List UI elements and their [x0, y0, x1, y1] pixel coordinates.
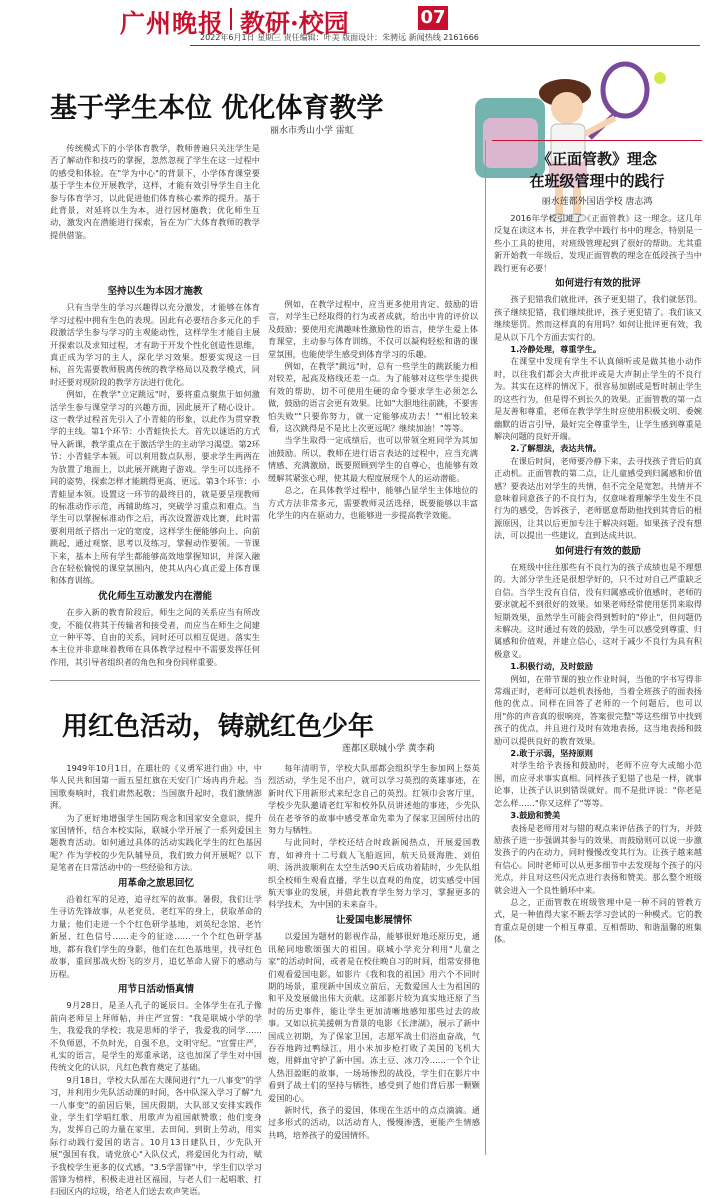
article3-point: 2.了解想法，表达共情。: [510, 443, 602, 454]
article3-subheading-2: 如何进行有效的鼓励: [555, 545, 641, 557]
article3-paragraph: 例如，在带节课的独立作业时间，当他的字书写得非常端正时，老师可以趁机表扬他，当着全班孩子的面表扬他的优点。同样在回答了老师的一个问题后，也可以用"你的声音真的很响亮，答案很完整"等这些细节中找到孩子的优点，并且进行及时有效地表扬，这当地表扬和鼓励可以提供良好的教育效果。: [494, 673, 702, 746]
article1-column1: [50, 282, 260, 760]
article2-paragraph: 以爱国为题材的影视作品，能够很好地还原历史，通讯秘同地歌颂强大的祖国。联城小学充分利用"儿童之家"的活动时间，或者是在校住晚自习的时间，组常安排他们观看爱国电影。如影片《我和我的祖国》用六个不同时期的场景，重现新中国成立前后，无数爱国人士为祖国的和平及发展做出伟大贡献。这部影片较为真实地还原了当时的历史事件，能让学生更加清晰地感知那些过去的故事。又如以抗美援朝为背景的电影《长津湖》，展示了新中国成立初期，为了保家卫国，志愿军战士们浴血奋战，气吞吞地跨过鸭绿江，用小米加步枪打败了美国的飞机大炮，用鲜血守护了新中国。冻土豆、冰刀冷……一个个让人热泪盈眶的故事，一场场惨烈的战役，学生们在影片中看到了战士们的坚持与牺牲，感受到了他们背后那一颗颗爱国的心。: [268, 931, 480, 1103]
article3-subheading-1: 如何进行有效的批评: [555, 278, 641, 290]
article1-subheading-1: 坚持以生为本因才施教: [107, 286, 203, 297]
article2-subheading-1: 用革命之旅思回忆: [117, 877, 194, 889]
article1-paragraph: 当学生取得一定成绩后，也可以带领全班同学为其加油鼓励。所以，教师在进行语言表达的过程中，应当充满情感、充满激励，既要照顾到学生的自尊心，也能够有效缓解其紧张心理，使其最大程度展现个人的运动潜能。: [268, 435, 478, 483]
article3-point: 3.鼓励和赞美: [510, 810, 561, 821]
article3-paragraph: 在班级中往往那些有不良行为的孩子成绩也是不理想的。大部分学生还是很想学好的，只不过对自己严重缺乏自信。当学生没有自信，没有归属感或价值感时，老师的要求就起不到很好的效果。如果老师经常使用惩罚来取得短期效果，虽然学生可能会得到暂时的"停止"，但问题仍未解决。这时通过有效的鼓励，学生可以感受到尊重、归属感和价值观，并建立信心，这对于减少不良行为具有积极意义。: [494, 561, 702, 659]
article2-paragraph: 为了更好地增强学生国防观念和国家安全意识，提升家国情怀，结合本校实际，联城小学开展了一系列爱国主题教育活动。如何通过具体的活动实践化学生的红色基因呢？作为学校的少先队辅导员，我们致力何开展呢？以下是笔者在日常活动中的一些经验和方法。: [50, 812, 262, 873]
column-divider: [485, 140, 486, 1155]
issue-meta: 2022年6月1日 星期三 责任编辑：叶美 版面设计：朱骋远 新闻热线 2161666: [200, 33, 479, 42]
article3-paragraph: 孩子犯错我们就批评，孩子更犯错了，我们就惩罚。孩子继续犯错，我们继续批评，孩子更犯错了。我们该又继续惩罚。然而这样真的有用吗？如何让批评更有效，我是从以下几个方面去实行的。: [494, 294, 702, 342]
article3-top-rule: [492, 140, 702, 141]
article2-paragraph: 9月18日，学校大队部在大课间进行"九一八事变"的学习，并利用少先队活动课的时间，各中队深入学习了解"九一八事变"的前因后果，国庆假期，大队部又安排实践作业，学生们学唱红歌、用歌声为祖国献赞歌；他们变身为，发挥自己的力量在家里、去田间、到街上劳动，用实际行动践行爱国的诺言。10月13日建队日，少先队开展"强国有我，请党放心"入队仪式，将爱国化为行动，赋予我校学生更多的仪式感。"3.5学雷锋"中，学生们以学习雷锋为榜样，积极走进社区福园，与老人们一起唱歌、打扫园区内的垃圾，给老人们送去欢声笑语。: [50, 1074, 262, 1197]
article3-paragraph: 在课堂中发现有学生不认真倾听或是做其他小动作时，以往我们都会大声批评或是大声制止学生的不良行为。其实在这样的情况下，很容易加剧或是暂时制止学生的这些行为，但是得不到长久的效果。正面管教的第一点是友善和尊重，老师在教学学生时应使用积极文明、委婉幽默的语言引导，最好完全尊重学生，让学生感到尊重是解决问题的良好开端。: [494, 356, 702, 441]
article3-paragraph: 表扬是老师用对与错的观点来评估孩子的行为，并鼓励孩子进一步强调其参与的效果，而鼓励则可以说一步激发孩子的内在动力，同时慢慢改变其行为。让孩子越来越有信心。同时老师可以从更多细节中去发现每个孩子的闪光点，并且对这些闪光点进行表扬和赞美。那么整个班级就会进入一个良性循环中来。: [494, 822, 702, 895]
article3-title-line2: 在班级管理中的践行: [529, 172, 665, 190]
section-rule: [50, 680, 480, 681]
article2-paragraph: 新时代，孩子的爱国，体现在生活中的点点滴滴。通过多形式的活动，以活动育人，慢慢渗透，更能产生情感共鸣，培养孩子的爱国情怀。: [268, 1104, 480, 1140]
article2-paragraph: 沿着红军的足迹，追寻红军的故事。暑假，我们让学生寻访先锋故事，从老党员、老红军的身上，获取革命的力量；他们走进一个个红色研学基地，刘英纪念馆、老竹新屋、红色信号……走今的征途……一个个红色研学基地，都有我们学生的身影，他们在红色基地里，找寻红色故事，重回那战火纷飞的岁月，追忆革命人留下的感动与历程。: [50, 894, 262, 979]
article3-point: 1.积极行动，及时鼓励: [510, 661, 593, 672]
article1-paragraph: 例如，在教学过程中，应当更多使用肯定、鼓励的语言，对学生已经取得的行为或者成就，给出中肯的评价以及鼓励；要使用充满趣味性激励性的语言，使学生爱上体育课堂，主动参与体育训练，不仅可以凝构轻松和谐的课堂氛围，也能使学生感受到体育学习的乐趣。: [268, 299, 478, 359]
article1-column2: [268, 298, 478, 678]
article2-paragraph: 每年清明节，学校大队部都会组织学生参加网上祭英烈活动，学生足不出户，就可以学习英烈的英雄事迹，在新时代下用新形式来纪念自己的英烈。红领巾会客厅里，学校少先队邀请老红军和校外队员讲述他的事迹，少先队员在老爷爷的故事中感受革命先辈为了保家卫国所付出的努力与牺牲。: [268, 763, 480, 836]
article3-paragraph: 总之，正面管教在班级管理中是一种不同的管教方式，是一种值得大家不断去学习尝试的一种模式。它的教育重点是创建一个相互尊重、互相帮助、和谐温馨的班集体。: [494, 896, 702, 945]
article2-subheading-3: 让爱国电影展情怀: [335, 914, 412, 926]
article1-paragraph: 只有当学生的学习兴趣得以充分激发，才能够在体育学习过程中拥有生色的表现。因此有必要结合多元化的手段激活学生参与学习的主观能动性，这样学生才能自主展开探索以及求知过程，才有助于开发个性化创造性思维，真正成为学习的主人，深化学习效果。想要实现这一目标，首先需要教师脱离传统的教学格局以及教学模式，同时还要对现阶段的教学方法进行优化。: [50, 302, 260, 387]
article3-column: [494, 212, 702, 1157]
article3-paragraph: 在课后时间，老师要冷静下来，去寻找孩子背后的真正动机。正面管教的第二点，让儿童感受到归属感和价值感？要表达出对学生的共情，但不完全是宽恕。共情并不意味着同意孩子的不良行为，仅意味着理解学生发生不良行为的感受，告诉孩子，老师愿意帮助他找到其背后的根源原因，让其以后更加专注于解决问题。如果孩子没有想法，可以提出一些建议，直到达成共识。: [494, 455, 702, 541]
article1-intro-text: 传统模式下的小学体育教学，教师普遍只关注学生是否了解动作和技巧的掌握，忽然忽视了学生在这一过程中的感受和体验。在"学为中心"的背景下，小学体育课堂要基于学生本位开展教学，这样，才能有效引导学生自主化参与体育学习，以此促进他们体育核心素养的提升。基于此背景，对延将以生为本，进行因材施教；优化师生互动，激发内在潜能进行探索，旨在为广大体育教师的教学提供借鉴。: [50, 143, 260, 240]
article3-byline: 丽水莲都外国语学校 唐志鸿: [541, 197, 653, 207]
article1-paragraph: 在步入新的教育阶段后，师生之间的关系应当有所改变，不能仅将其于传输者和接受者，而应当在师生之间建立一种平等、自由的关系，同时还可以相互促进。落实生本主位并非意味着教师在具体教学过程中不需要发挥任何作用，其引导者组织者的角色和身份同样重要。: [50, 607, 260, 667]
article3-paragraph: 对学生给予表扬和鼓励时，老师不应夸大或缩小范围，而应寻求事实真相。同样孩子犯错了也是一样，就事论事，让孩子认识到错误就好。而不是批评说："你老是怎么样……"你又这样了"等等。: [494, 760, 702, 808]
article2-paragraph: 1949年10月1日，在雄壮的《义勇军进行曲》中，中华人民共和国第一面五星红旗在天安门广场冉冉升起。当国歌奏响时，我们肃然起敬；当国旗升起时，我们激情澎湃。: [50, 763, 262, 811]
article3-point: 2.敢于示弱，坚持原则: [510, 748, 593, 759]
article1-byline: 丽水市秀山小学 雷虹: [270, 126, 354, 136]
section-title: 教研·校园: [240, 9, 349, 38]
logo-divider: [230, 8, 232, 30]
article1-paragraph: 例如，在教学"跳远"时，总有一些学生的跳跃能力相对较差，起高及格线还差一点。为了能够对这些学生提供有效的帮助，切不可使用生硬的命令要求学生必须怎么做，鼓励的语言会更有效果。比如"大胆地往前跳，不要害怕失败""只要你努力，就一定能够成功去！""相比较来看，这次跳得是不是比上次更远呢？继续加油！"等等。: [268, 361, 478, 434]
article1-intro: [50, 142, 260, 280]
article2-paragraph: 与此同时，学校还结合时政新闻热点，开展爱国教育，如神舟十二号载人飞船返回，航天员聂海胜、刘伯明、汤洪波顺利在太空生活90天后成功着陆时，少先队组织全校师生观看直播，学生以直观的角度，切实感受中国航天事业的发展，并借此教育学生努力学习，掌握更多的科学技术，为中国的未来奋斗。: [268, 837, 480, 910]
masthead: [0, 0, 708, 44]
article2-column2: [268, 762, 480, 1157]
article3-paragraph: 2016年学校引进了《正面管教》这一理念。这几年反复在读这本书，并在教学中践行书中的理念，特别是一些小工具的使用，对班级管理起到了很好的帮助。尤其重新开始教一年级后，发现正面管教的理念在低段孩子当中践行更有必要！: [494, 213, 702, 273]
article1-paragraph: 总之，在具体教学过程中，能够凸显学生主体地位的方式方法非常多元，需要教师灵活选择，既要能够以丰富化学生的内在驱动力，也能够进一步提高教学效能。: [268, 485, 478, 520]
article1-title: 基于学生本位 优化体育教学: [50, 93, 384, 124]
article2-byline: 莲都区联城小学 黄李莉: [342, 744, 435, 754]
article3-title-line1: 《正面管教》理念: [536, 150, 657, 168]
header-rule: [190, 45, 700, 46]
article2-column1: [50, 762, 262, 1197]
article2-paragraph: 9月28日，是圣人孔子的诞辰日。全体学生在孔子像前向老师呈上拜师帖，并庄严宣誓："我是联城小学的学生，我爱我的学校；我是思师的学子，我爱我的同学……不负师恩，不负时光，自强不息，文明守纪。"宣誓庄严，礼实的语言，是学生的郑重承诺，这也加深了学生对中国传统文化的认识，凡红色教育奠定了基础。: [50, 1000, 262, 1073]
article2-title: 用红色活动，铸就红色少年: [62, 712, 375, 742]
page-number: 07: [418, 6, 448, 30]
newspaper-logo: 广州晚报: [120, 9, 225, 38]
article3-point: 1.冷静处理，尊重学生。: [510, 344, 602, 355]
article1-paragraph: 例如，在教学"立定跳远"时，要将重点聚焦于如何激活学生参与课堂学习的兴趣方面，因此展开了精心设计。这一教学过程首先引入了小青蛙的形象，以此作为贯穿教学的主线。第1个环节：小青蛙快长大。首先以谜语的方式导入新课，教学重点在于激活学生的主动学习渴望。第2环节：小青蛙学本领。可以利用数点队形，要求学生两两在为放置了地面上，以此展开跳跑子游戏。学生可以选择不同的姿势，探索怎样才能跳得更高、更远。第3个环节：小青蛙显本领。设置这一环节的最终目的，就是要呈现教师的标准动作示范，再辅助练习，突破学习重点和难点。当学生可以掌握标准动作之后，再次设置游戏比赛，此时需要利用纸子搭出一定的宽度，这样学生便能够向上、向前跳起，通过观察、思考以及练习，掌握动作要领。一节课下来，基本上所有学生都能够高效地掌握知识，并深入融合在轻松愉悦的课堂氛围内，使其从内心真正爱上体育课和体育训练。: [50, 389, 260, 586]
article2-subheading-2: 用节日活动悟真情: [117, 983, 194, 995]
article1-subheading-2: 优化师生互动激发内在潜能: [97, 590, 212, 602]
